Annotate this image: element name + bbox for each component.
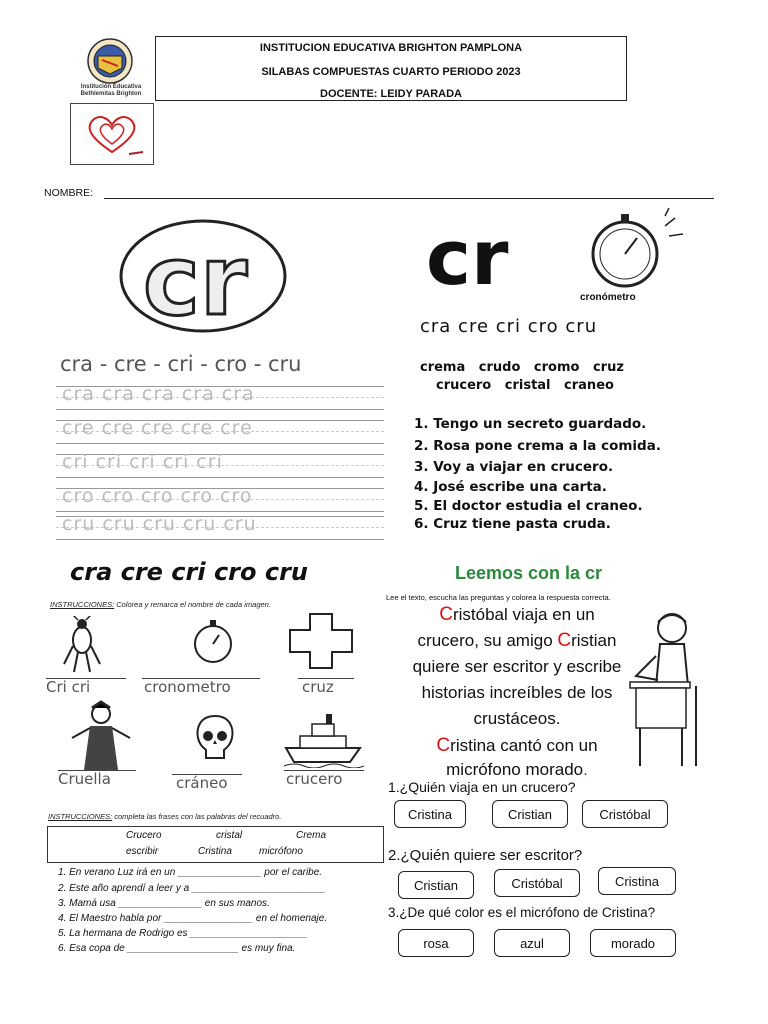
answer-option[interactable]: Cristina [394, 800, 466, 828]
answer-option[interactable]: azul [494, 929, 570, 957]
story-line: Cristóbal viaja en un [439, 604, 595, 625]
stopwatch-image [188, 616, 238, 671]
name-craneo[interactable]: cráneo [176, 774, 228, 792]
teacher-name: DOCENTE: LEIDY PARADA [320, 88, 462, 100]
word-bank-item: escribir [126, 846, 159, 857]
word-bank-item: Cristina [198, 846, 232, 857]
word-bank [47, 826, 384, 863]
worksheet-subject: SILABAS COMPUESTAS CUARTO PERIODO 2023 [261, 66, 521, 78]
syllables-line: cra - cre - cri - cro - cru [60, 352, 302, 376]
reading-sentence: 6. Cruz tiene pasta cruda. [414, 516, 611, 532]
answer-option[interactable]: morado [590, 929, 676, 957]
school-logo-text: Institución Educativa Bethlemitas Brighton [80, 84, 142, 97]
stopwatch-icon [575, 206, 695, 301]
reading-sentence: 5. El doctor estudia el craneo. [414, 498, 643, 514]
cruella-image [66, 698, 136, 778]
question-2: 2.¿Quién quiere ser escritor? [388, 847, 583, 864]
word-bank-item: micrófono [259, 846, 303, 857]
fill-sentence[interactable]: 3. Mamá usa _______________ en sus manos. [58, 898, 270, 909]
story-line: micrófono morado. [446, 760, 588, 779]
reading-sentence: 2. Rosa pone crema a la comida. [414, 438, 661, 454]
words-line-1: crema crudo cromo cruz [420, 360, 624, 375]
question-3: 3.¿De qué color es el micrófono de Cristina? [388, 905, 656, 920]
answer-option[interactable]: Cristóbal [494, 869, 580, 897]
name-cricri[interactable]: Cri cri [46, 678, 91, 696]
story-line: crucero, su amigo Cristian [417, 630, 617, 651]
story-line: historias increíbles de los [421, 683, 613, 702]
nombre-field[interactable] [104, 198, 714, 199]
story-line: quiere ser escritor y escribe [412, 657, 622, 676]
fill-sentence[interactable]: 4. El Maestro habla por ________________ en el homenaje. [58, 913, 328, 924]
name-cruella[interactable]: Cruella [58, 770, 111, 788]
school-name: INSTITUCION EDUCATIVA BRIGHTON PAMPLONA [259, 42, 523, 54]
word-bank-item: Crucero [126, 830, 162, 841]
instructions-1: INSTRUCCIONES: Colorea y remarca el nombre de cada imagen. [50, 600, 271, 609]
nombre-label: NOMBRE: [44, 187, 94, 199]
tracing-panel [48, 208, 388, 543]
trace-row[interactable]: cri cri cri cri cri [56, 454, 384, 478]
reading-sentence: 4. José escribe una carta. [414, 479, 607, 495]
cross-image [286, 610, 356, 677]
skull-image [192, 712, 238, 769]
heart-logo [70, 103, 154, 165]
cricket-image [60, 616, 110, 681]
reading-sentence: 3. Voy a viajar en crucero. [414, 459, 614, 475]
trace-row[interactable]: cra cra cra cra cra [56, 386, 384, 410]
svg-text:cr: cr [143, 225, 248, 337]
instructions-2: INSTRUCCIONES: completa las frases con las palabras del recuadro. [48, 812, 282, 821]
name-cronometro[interactable]: cronometro [144, 678, 231, 696]
reading-instructions: Lee el texto, escucha las preguntas y colorea la respuesta correcta. [386, 593, 611, 602]
reading-sentence: 1. Tengo un secreto guardado. [414, 416, 647, 432]
name-cruz[interactable]: cruz [302, 678, 334, 696]
word-bank-item: Crema [296, 830, 327, 841]
answer-option[interactable]: Cristóbal [582, 800, 668, 828]
answer-option[interactable]: Cristian [492, 800, 568, 828]
reading-title: Leemos con la cr [455, 563, 603, 583]
answer-option[interactable]: Cristina [598, 867, 676, 895]
fill-sentence[interactable]: 6. Esa copa de ____________________ es muy fina. [58, 943, 296, 954]
answer-option[interactable]: rosa [398, 929, 474, 957]
fill-sentence[interactable]: 1. En verano Luz irá en un _______________ por el caribe. [58, 867, 323, 878]
story-line: Cristina cantó con un [436, 735, 598, 756]
trace-row[interactable]: cru cru cru cru cru [56, 516, 384, 540]
ship-image [282, 712, 364, 773]
cronometro-label: cronómetro [580, 292, 636, 303]
cr-bubble-letters [113, 216, 293, 346]
cr-title: cr [426, 213, 509, 302]
words-line-2: crucero cristal craneo [436, 378, 614, 393]
story-line: crustáceos. [473, 709, 561, 728]
question-1: 1.¿Quién viaja en un crucero? [388, 779, 576, 795]
trace-row[interactable]: cre cre cre cre cre [56, 420, 384, 444]
syllables-heading: cra cre cri cro cru [70, 558, 309, 586]
word-bank-item: cristal [216, 830, 243, 841]
trace-row[interactable]: cro cro cro cro cro [56, 488, 384, 512]
answer-option[interactable]: Cristian [398, 871, 474, 899]
boy-reading-image [628, 606, 706, 781]
header-box [155, 36, 627, 101]
fill-sentence[interactable]: 2. Este año aprendí a leer y a ________________________ [58, 883, 326, 894]
cr-syllables: cra cre cri cro cru [420, 316, 598, 337]
fill-sentence[interactable]: 5. La hermana de Rodrigo es _____________________ [58, 928, 308, 939]
name-crucero[interactable]: crucero [286, 770, 343, 788]
